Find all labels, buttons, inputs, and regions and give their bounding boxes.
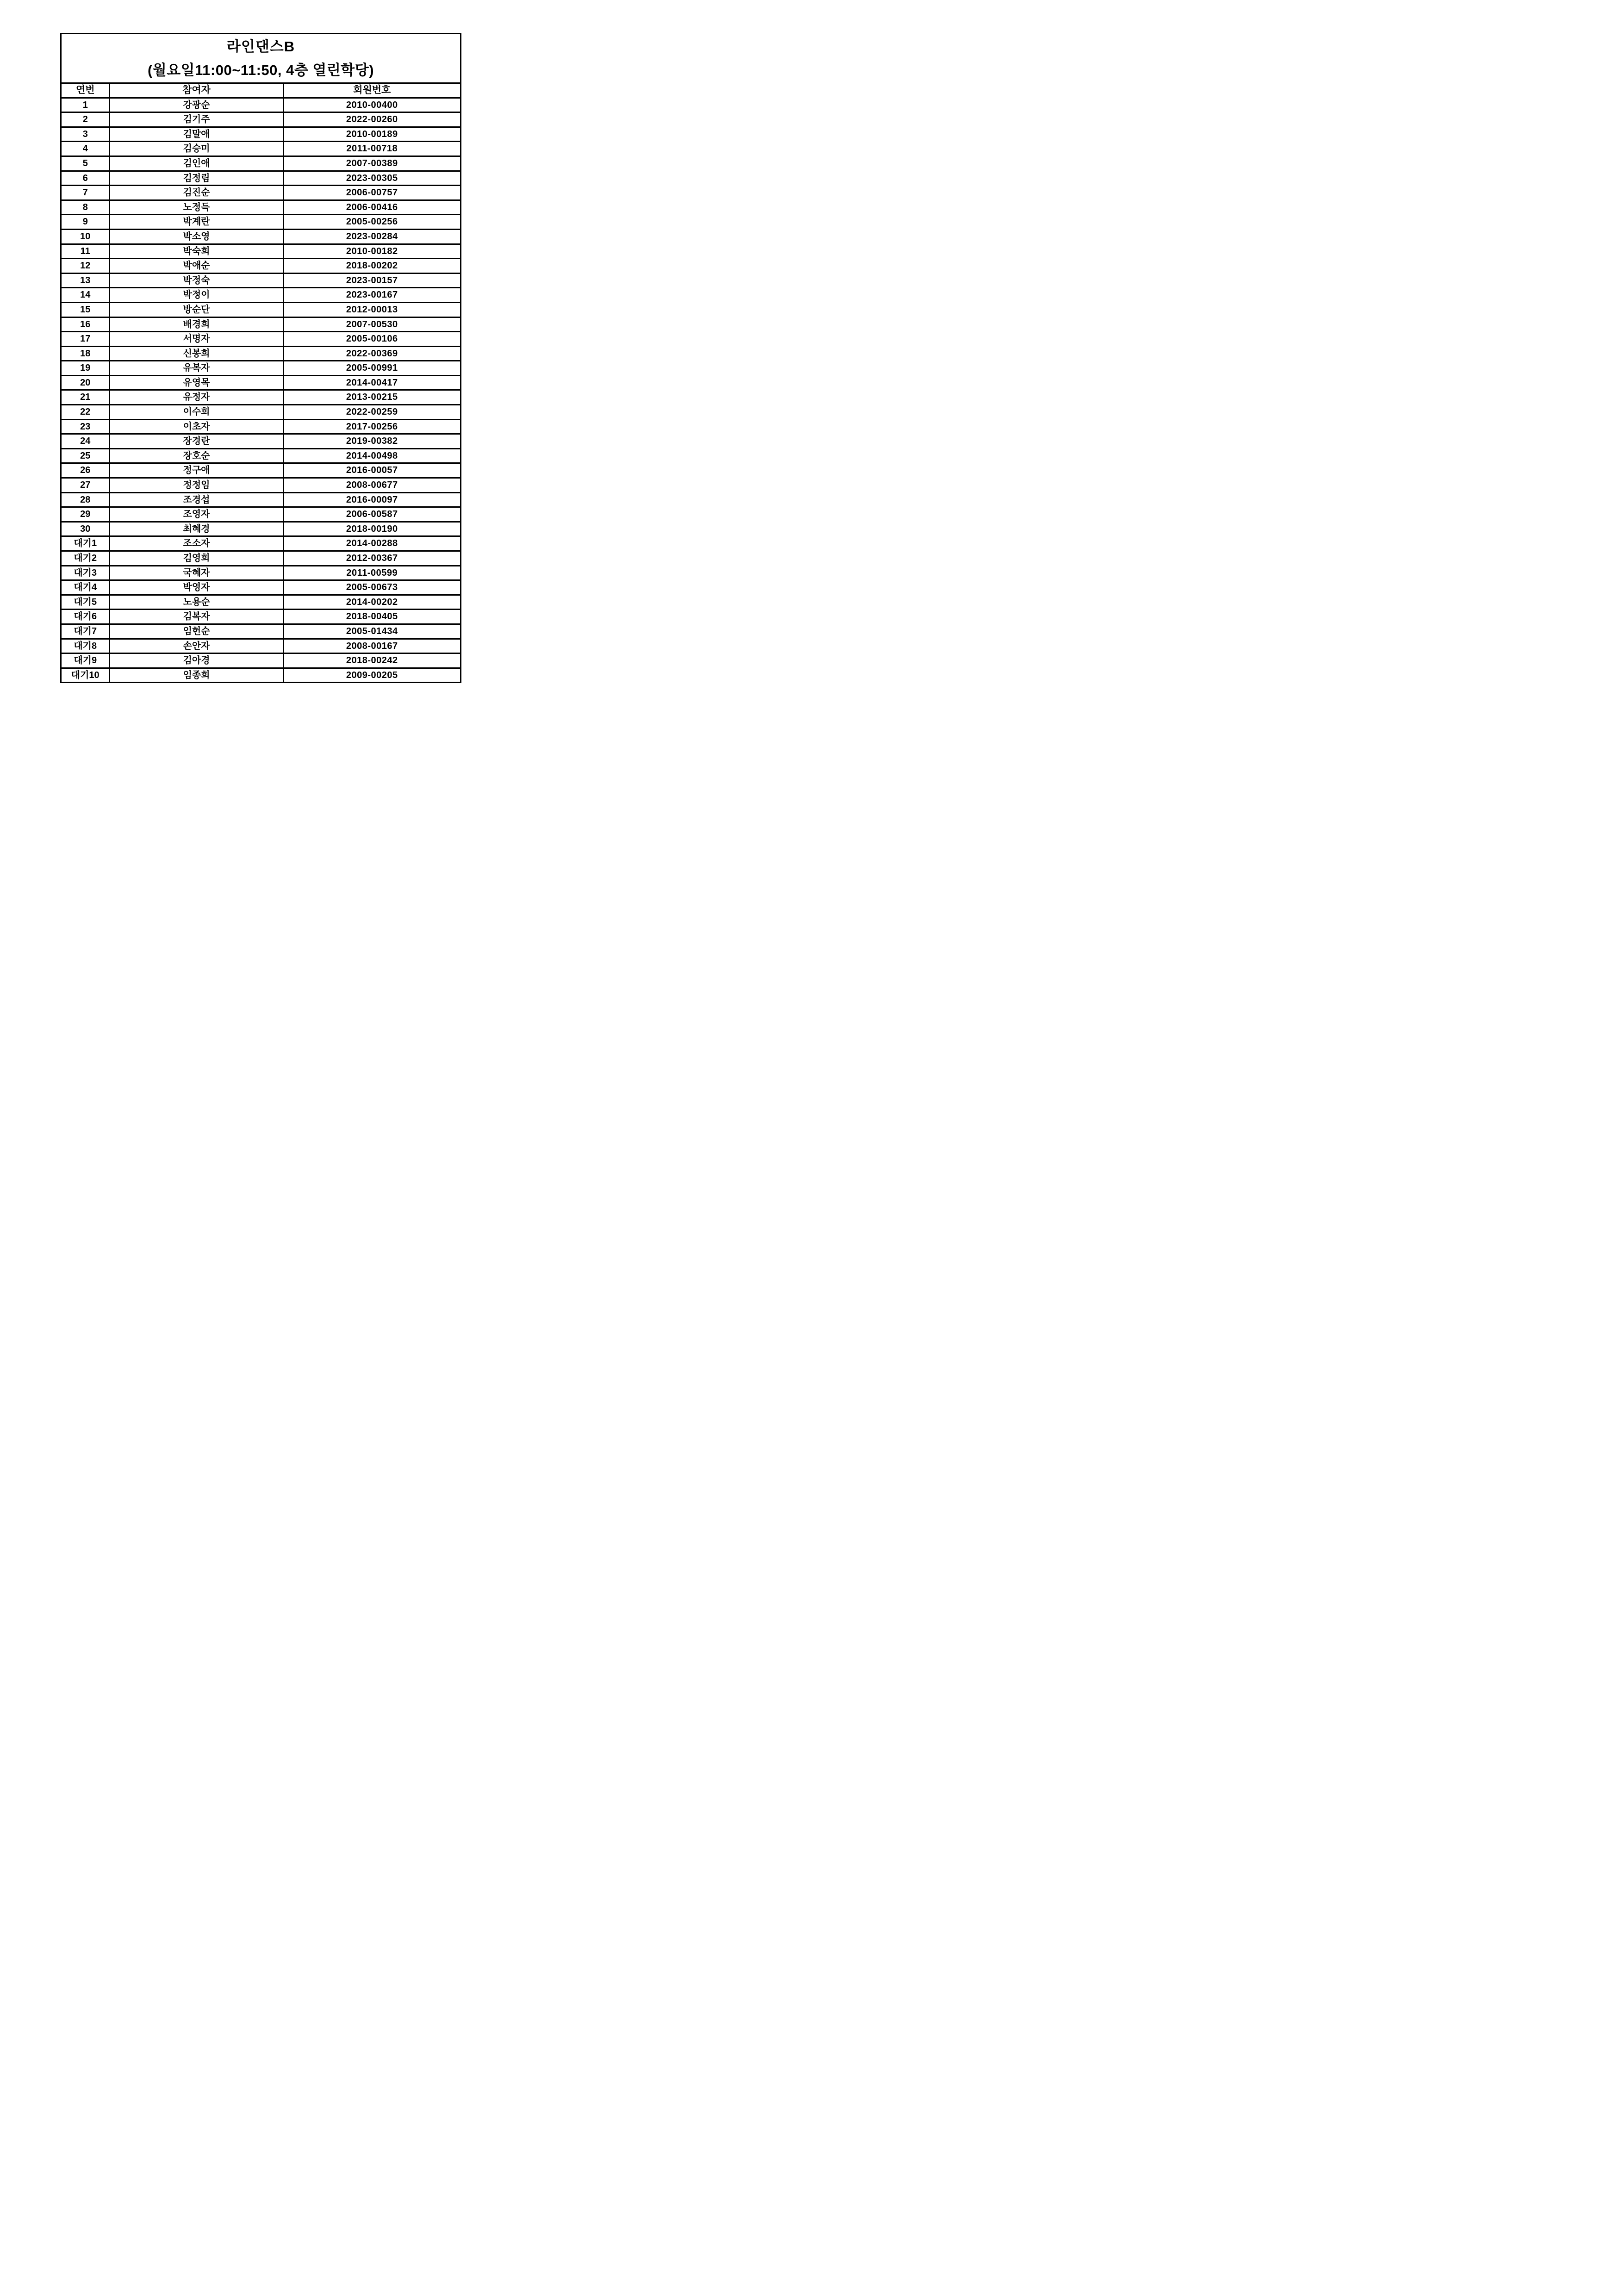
cell-member_id: 2016-00057 (284, 463, 461, 478)
cell-no: 23 (61, 419, 110, 434)
cell-name: 조경섭 (110, 492, 284, 507)
table-row (61, 186, 461, 200)
table-row (61, 288, 461, 303)
table-row (61, 551, 461, 566)
table-row (61, 361, 461, 376)
cell-member_id: 2018-00190 (284, 522, 461, 536)
cell-name: 서명자 (110, 332, 284, 347)
col-header-participant: 참여자 (110, 83, 284, 98)
cell-name: 정정임 (110, 478, 284, 493)
cell-no: 8 (61, 200, 110, 215)
cell-no: 13 (61, 273, 110, 288)
cell-name: 박애순 (110, 259, 284, 274)
cell-no: 25 (61, 448, 110, 463)
cell-no: 15 (61, 302, 110, 317)
table-row (61, 522, 461, 536)
cell-name: 박정이 (110, 288, 284, 303)
cell-no: 대기8 (61, 639, 110, 653)
table-row (61, 653, 461, 668)
cell-name: 조영자 (110, 507, 284, 522)
cell-member_id: 2007-00389 (284, 156, 461, 171)
cell-no: 대기10 (61, 668, 110, 683)
cell-name: 박정숙 (110, 273, 284, 288)
cell-member_id: 2013-00215 (284, 390, 461, 405)
cell-name: 임종희 (110, 668, 284, 683)
table-row (61, 536, 461, 551)
cell-name: 박소영 (110, 229, 284, 244)
cell-name: 조소자 (110, 536, 284, 551)
cell-name: 유정자 (110, 390, 284, 405)
cell-member_id: 2005-00991 (284, 361, 461, 376)
cell-name: 이수희 (110, 405, 284, 420)
roster-table (60, 33, 461, 683)
title-row (61, 34, 461, 83)
cell-name: 김기주 (110, 112, 284, 127)
table-row (61, 127, 461, 142)
cell-member_id: 2010-00400 (284, 98, 461, 112)
cell-name: 강광순 (110, 98, 284, 112)
table-row (61, 273, 461, 288)
table-row (61, 405, 461, 420)
cell-member_id: 2022-00259 (284, 405, 461, 420)
cell-name: 김승미 (110, 142, 284, 156)
cell-name: 최혜경 (110, 522, 284, 536)
table-row (61, 259, 461, 274)
cell-member_id: 2022-00260 (284, 112, 461, 127)
cell-member_id: 2010-00182 (284, 244, 461, 259)
cell-member_id: 2005-00673 (284, 580, 461, 595)
cell-member_id: 2012-00013 (284, 302, 461, 317)
cell-member_id: 2023-00284 (284, 229, 461, 244)
cell-member_id: 2017-00256 (284, 419, 461, 434)
table-row (61, 595, 461, 610)
cell-name: 김아경 (110, 653, 284, 668)
cell-no: 9 (61, 215, 110, 230)
cell-no: 1 (61, 98, 110, 112)
table-row (61, 98, 461, 112)
cell-member_id: 2011-00718 (284, 142, 461, 156)
cell-member_id: 2006-00416 (284, 200, 461, 215)
cell-member_id: 2022-00369 (284, 346, 461, 361)
cell-member_id: 2010-00189 (284, 127, 461, 142)
cell-member_id: 2014-00417 (284, 375, 461, 390)
cell-member_id: 2018-00405 (284, 610, 461, 624)
table-row (61, 346, 461, 361)
table-row (61, 200, 461, 215)
cell-no: 대기9 (61, 653, 110, 668)
table-row (61, 332, 461, 347)
table-row (61, 610, 461, 624)
cell-no: 대기7 (61, 624, 110, 639)
cell-no: 10 (61, 229, 110, 244)
cell-name: 장경란 (110, 434, 284, 449)
cell-member_id: 2012-00367 (284, 551, 461, 566)
class-schedule: (월요일11:00~11:50, 4층 열린학당) (147, 62, 374, 78)
cell-name: 배경희 (110, 317, 284, 332)
cell-name: 유복자 (110, 361, 284, 376)
cell-member_id: 2014-00498 (284, 448, 461, 463)
cell-no: 14 (61, 288, 110, 303)
cell-no: 11 (61, 244, 110, 259)
table-row (61, 317, 461, 332)
header-row (61, 83, 461, 98)
cell-name: 정구애 (110, 463, 284, 478)
cell-no: 6 (61, 171, 110, 186)
cell-name: 김말애 (110, 127, 284, 142)
table-row (61, 215, 461, 230)
cell-member_id: 2023-00305 (284, 171, 461, 186)
table-row (61, 142, 461, 156)
cell-member_id: 2008-00167 (284, 639, 461, 653)
cell-no: 5 (61, 156, 110, 171)
cell-no: 대기6 (61, 610, 110, 624)
table-row (61, 390, 461, 405)
title-cell (61, 34, 461, 83)
table-row (61, 302, 461, 317)
class-title: 라인댄스B (226, 38, 295, 55)
cell-no: 4 (61, 142, 110, 156)
cell-member_id: 2011-00599 (284, 566, 461, 580)
cell-name: 김정림 (110, 171, 284, 186)
cell-no: 21 (61, 390, 110, 405)
cell-member_id: 2008-00677 (284, 478, 461, 493)
cell-name: 노용순 (110, 595, 284, 610)
cell-name: 방순단 (110, 302, 284, 317)
table-row (61, 668, 461, 683)
cell-no: 7 (61, 186, 110, 200)
cell-name: 유영목 (110, 375, 284, 390)
cell-no: 24 (61, 434, 110, 449)
table-row (61, 507, 461, 522)
cell-member_id: 2023-00157 (284, 273, 461, 288)
table-row (61, 419, 461, 434)
cell-name: 김진순 (110, 186, 284, 200)
cell-member_id: 2014-00288 (284, 536, 461, 551)
cell-no: 대기3 (61, 566, 110, 580)
cell-member_id: 2023-00167 (284, 288, 461, 303)
cell-name: 박숙희 (110, 244, 284, 259)
cell-no: 27 (61, 478, 110, 493)
cell-no: 17 (61, 332, 110, 347)
cell-name: 김복자 (110, 610, 284, 624)
cell-name: 박계란 (110, 215, 284, 230)
cell-no: 2 (61, 112, 110, 127)
cell-member_id: 2014-00202 (284, 595, 461, 610)
table-row (61, 639, 461, 653)
cell-member_id: 2007-00530 (284, 317, 461, 332)
table-row (61, 566, 461, 580)
cell-member_id: 2005-00106 (284, 332, 461, 347)
cell-no: 대기4 (61, 580, 110, 595)
cell-no: 22 (61, 405, 110, 420)
cell-member_id: 2006-00757 (284, 186, 461, 200)
document-page (0, 0, 519, 734)
cell-member_id: 2005-00256 (284, 215, 461, 230)
cell-no: 16 (61, 317, 110, 332)
cell-name: 이초자 (110, 419, 284, 434)
table-row (61, 229, 461, 244)
table-row (61, 434, 461, 449)
cell-no: 19 (61, 361, 110, 376)
cell-name: 임헌순 (110, 624, 284, 639)
cell-member_id: 2019-00382 (284, 434, 461, 449)
table-row (61, 463, 461, 478)
table-row (61, 171, 461, 186)
cell-member_id: 2005-01434 (284, 624, 461, 639)
cell-no: 30 (61, 522, 110, 536)
cell-no: 대기5 (61, 595, 110, 610)
table-row (61, 478, 461, 493)
col-header-member-number: 회원번호 (284, 83, 461, 98)
cell-name: 노정득 (110, 200, 284, 215)
cell-no: 20 (61, 375, 110, 390)
cell-no: 대기1 (61, 536, 110, 551)
table-row (61, 156, 461, 171)
cell-name: 신봉희 (110, 346, 284, 361)
table-row (61, 112, 461, 127)
cell-name: 장호순 (110, 448, 284, 463)
cell-member_id: 2009-00205 (284, 668, 461, 683)
table-body (61, 98, 461, 683)
cell-no: 18 (61, 346, 110, 361)
cell-member_id: 2018-00202 (284, 259, 461, 274)
cell-name: 김인애 (110, 156, 284, 171)
table-row (61, 624, 461, 639)
cell-member_id: 2006-00587 (284, 507, 461, 522)
cell-name: 국혜자 (110, 566, 284, 580)
cell-name: 박영자 (110, 580, 284, 595)
cell-name: 손안자 (110, 639, 284, 653)
table-row (61, 244, 461, 259)
table-row (61, 492, 461, 507)
cell-no: 3 (61, 127, 110, 142)
cell-no: 12 (61, 259, 110, 274)
cell-no: 26 (61, 463, 110, 478)
cell-no: 29 (61, 507, 110, 522)
cell-no: 대기2 (61, 551, 110, 566)
table-row (61, 448, 461, 463)
col-header-serial: 연번 (61, 83, 110, 98)
cell-no: 28 (61, 492, 110, 507)
table-row (61, 580, 461, 595)
table-row (61, 375, 461, 390)
cell-name: 김영희 (110, 551, 284, 566)
cell-member_id: 2018-00242 (284, 653, 461, 668)
cell-member_id: 2016-00097 (284, 492, 461, 507)
